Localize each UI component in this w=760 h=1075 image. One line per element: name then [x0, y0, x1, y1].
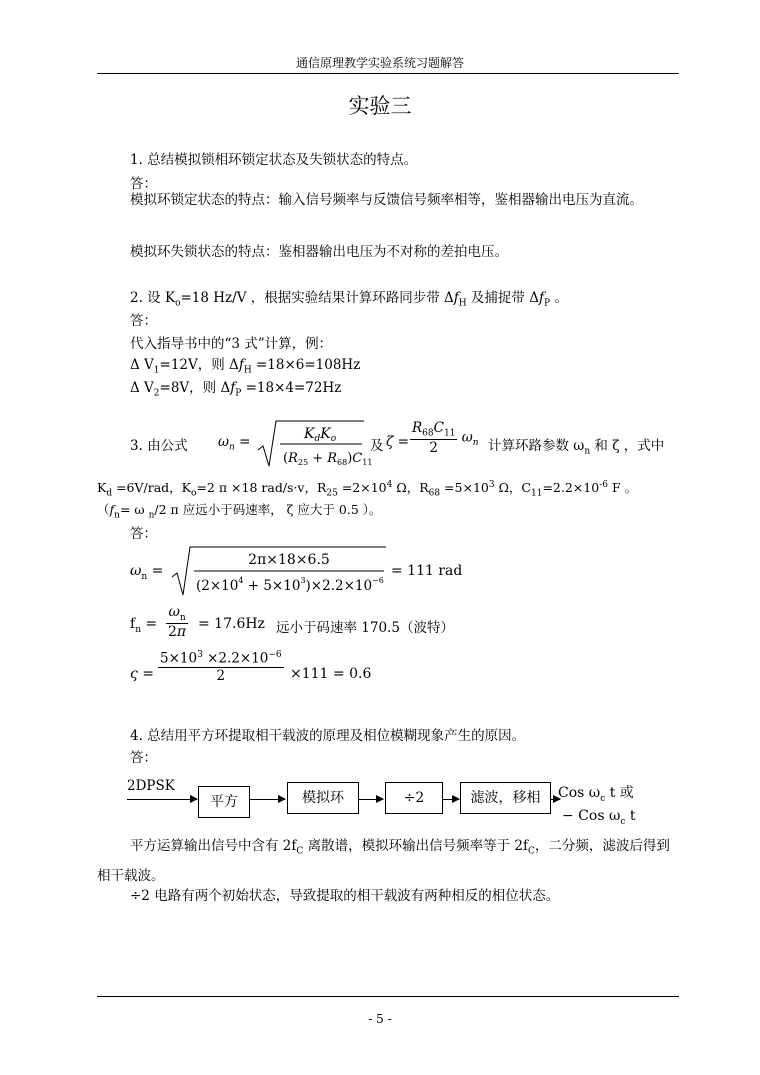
page-header: 通信原理教学实验系统习题解答	[295, 56, 464, 70]
fn-result: = 17.6Hz	[198, 616, 265, 632]
q4-question: 4. 总结用平方环提取相干载波的原理及相位模糊现象产生的原因。	[130, 728, 526, 744]
q1-answer-unlocked: 模拟环失锁状态的特点：鉴相器输出电压为不对称的差拍电压。	[130, 244, 508, 260]
zeta-result: ×111 = 0.6	[290, 666, 372, 682]
page-number: - 5 -	[368, 1012, 392, 1026]
svg-text:(R25 + R68)C11: $(R_{25} + R_{68})C_{11}$	[283, 451, 373, 467]
q1-question: 1. 总结模拟锁相环锁定状态及失锁状态的特点。	[130, 152, 418, 168]
q4-answer-p2: ÷2 电路有两个初始状态，导致提取的相干载波有两种相反的相位状态。	[130, 888, 560, 904]
svg-text:KdKo: $K_dK_o$	[304, 426, 337, 444]
q2-question: 2. 设 $K_o=18$ Hz/V ，根据实验结果计算环路同步带 $\Delta f_H$ 及捕捉带 $\Delta f_P$ 。	[130, 290, 568, 309]
zeta-label: ς =	[130, 666, 155, 682]
q3-and: 及	[370, 438, 384, 454]
block-analog-pll: 模拟环	[287, 782, 359, 814]
wn-numerator: 2π×18×6.5	[248, 552, 330, 568]
q3-params: $K_d =6V/rad$，$K_o=2$ π ×18 rad/s·v，$R_{25} =2\times 10^4$ Ω，$R_{68} =5\times 10^3$ Ω，$C_{11}=2.2\times 10^{-6}$ F 。	[97, 479, 638, 499]
diagram-output-neg-cos: − Cos $\omega_c$ t	[562, 808, 636, 827]
svg-text:(2×104 + 5×103)×2.2×10−6: $(2\times 10^4 + 5\times 10^3)\times 2.2\times 10^{-6}$	[196, 576, 384, 594]
block-divide-by-2: ÷2	[385, 782, 443, 814]
omega-n-symbol: $\omega_n$ =	[218, 434, 251, 453]
formula-omega-n	[256, 418, 373, 470]
q3-after: 计算环路参数 $\omega_n$ 和 ζ ，式中	[488, 438, 665, 457]
q2-line-2: Δ $V_1=12V$，则 $\Delta f_H =18\times 6=108Hz$	[130, 357, 361, 376]
q1-answer-label: 答：	[130, 176, 157, 192]
block-square: 平方	[198, 786, 250, 818]
q3-note: （$f_n= \omega$ $_n$/2 π 应远小于码速率， ζ 应大于 0.5 ）。	[97, 502, 382, 521]
q2-line-1: 代入指导书中的“3 式”计算，例：	[130, 336, 333, 352]
block-filter-phase-shift: 滤波，移相	[460, 782, 551, 814]
wn-sqrt-formula	[170, 543, 390, 599]
zeta-symbol: ζ =	[386, 434, 409, 450]
diagram-input-label: 2DPSK	[127, 778, 175, 794]
q4-answer-label: 答：	[130, 750, 157, 766]
arrow-2	[358, 799, 383, 800]
arrow-3	[442, 799, 459, 800]
q1-answer-locked: 模拟环锁定状态的特点：输入信号频率与反馈信号频率相等，鉴相器输出电压为直流。	[130, 192, 643, 208]
footer-rule	[97, 996, 679, 997]
q2-answer-label: 答：	[130, 313, 157, 329]
q4-answer-p1: 平方运算输出信号中含有 $2f_C$ 离散谱，模拟环输出信号频率等于 $2f_C$，二分频，滤波后得到相干载波。	[97, 838, 670, 884]
arrow-input	[127, 799, 197, 800]
q3-answer-label: 答：	[130, 526, 157, 542]
header-rule	[97, 73, 679, 74]
formula-zeta: $\frac{R_{68}C_{11}}{2}$ $\omega_n$	[412, 420, 479, 456]
fn-note: 远小于码速率 170.5（波特）	[276, 620, 454, 636]
zeta-fraction: $\frac{5\times 10^3 \times 2.2\times 10^{-6}}{2}$	[160, 650, 282, 684]
diagram-output-cos: Cos $\omega_c$ t 或	[558, 785, 634, 804]
q2-line-3: Δ $V_2=8V$，则 $\Delta f_P =18\times 4=72Hz$	[130, 380, 342, 399]
page-title: 实验三	[348, 94, 412, 118]
wn-label: $\omega_n$ =	[130, 563, 164, 582]
q3-lead: 3. 由公式	[130, 438, 188, 454]
fn-label: $f_n$ =	[130, 616, 158, 635]
wn-result: = 111 rad	[391, 563, 463, 579]
fn-fraction: $\frac{\omega_n}{2\pi}$	[168, 604, 187, 640]
arrow-1	[249, 799, 285, 800]
